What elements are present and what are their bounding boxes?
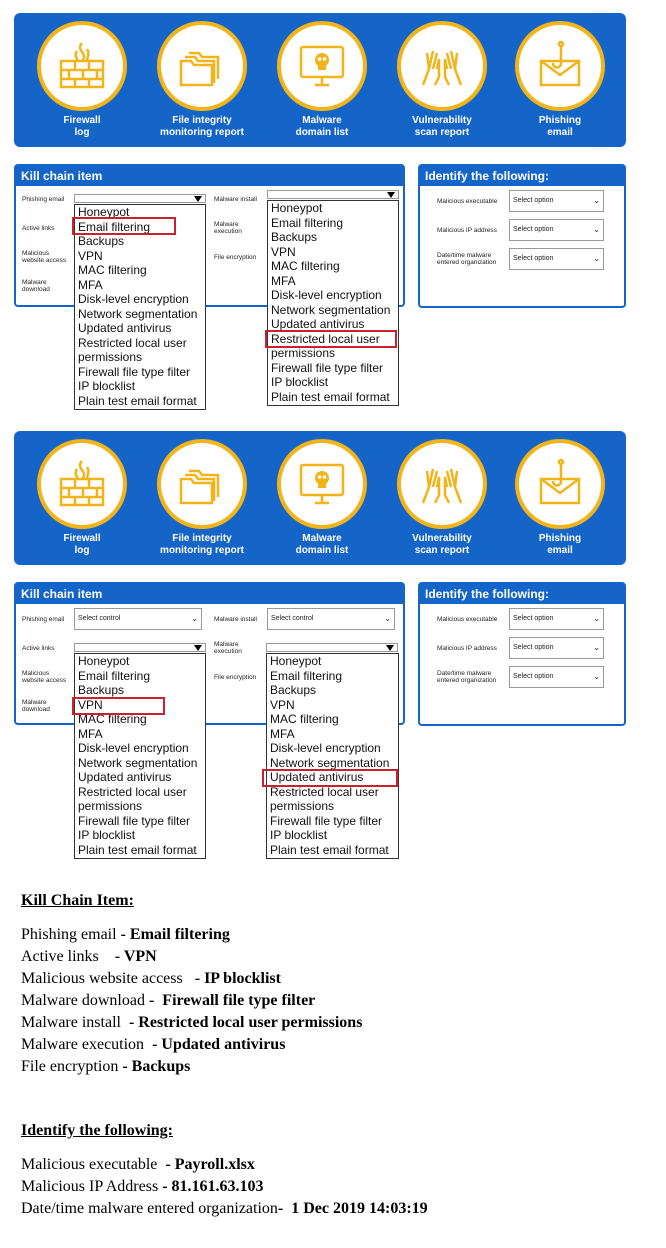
option[interactable]: MFA bbox=[78, 726, 103, 741]
label-malware-execution: Malware execution bbox=[214, 641, 242, 655]
chevron-down-icon: ⌄ bbox=[384, 614, 391, 623]
chevron-down-icon: ⌄ bbox=[593, 225, 600, 234]
option[interactable]: Email filtering bbox=[78, 219, 151, 234]
date-time-select[interactable]: Select option ⌄ bbox=[509, 666, 604, 688]
tile-label: Phishing email bbox=[538, 115, 582, 138]
chevron-down-icon: ⌄ bbox=[593, 614, 600, 623]
skull-monitor-icon bbox=[295, 457, 349, 511]
option[interactable]: permissions bbox=[78, 799, 143, 813]
option[interactable]: Disk-level encryption bbox=[270, 741, 381, 755]
answer-line: File encryption - Backups bbox=[21, 1058, 191, 1075]
chevron-down-icon: ⌄ bbox=[593, 196, 600, 205]
label-active-links: Active links bbox=[22, 645, 55, 652]
option[interactable]: Backups bbox=[270, 683, 317, 697]
screenshot-1 bbox=[0, 0, 666, 420]
tile-label: Phishing email bbox=[538, 533, 582, 556]
option[interactable]: IP blocklist bbox=[78, 828, 136, 842]
phishing-email-select[interactable]: Select control ⌄ bbox=[74, 608, 202, 630]
date-time-select[interactable]: Select option ⌄ bbox=[509, 248, 604, 270]
tile-firewall-log[interactable] bbox=[34, 21, 130, 139]
answer-line: Active links - VPN bbox=[21, 948, 157, 965]
option[interactable]: MFA bbox=[270, 726, 295, 741]
tile-label: Malware domain list bbox=[295, 115, 349, 138]
label-malicious-ip: Malicious IP address bbox=[437, 227, 497, 234]
option[interactable]: Firewall file type filter bbox=[271, 360, 384, 375]
tile-firewall-log[interactable] bbox=[34, 439, 130, 557]
option[interactable]: IP blocklist bbox=[271, 375, 329, 389]
label-malware-download: Malware download bbox=[22, 699, 50, 713]
answer-line: Date/time malware entered organization- 1 Dec 2019 14:03:19 bbox=[21, 1200, 428, 1217]
option[interactable]: Honeypot bbox=[270, 654, 322, 668]
option[interactable]: Email filtering bbox=[78, 668, 151, 683]
answer-line: Malicious executable - Payroll.xlsx bbox=[21, 1156, 255, 1173]
tile-file-integrity[interactable] bbox=[154, 21, 250, 139]
dropdown-arrow-icon bbox=[386, 645, 394, 651]
option[interactable]: Restricted local user bbox=[271, 331, 380, 346]
malware-install-select[interactable] bbox=[267, 190, 399, 199]
tile-label: File integrity monitoring report bbox=[160, 533, 244, 556]
tile-malware-domain[interactable] bbox=[274, 439, 370, 557]
tile-file-integrity[interactable] bbox=[154, 439, 250, 557]
option[interactable]: MFA bbox=[271, 273, 296, 288]
option[interactable]: IP blocklist bbox=[78, 379, 136, 393]
option[interactable]: permissions bbox=[270, 799, 335, 813]
panel-title: Identify the following: bbox=[420, 166, 624, 186]
tile-malware-domain[interactable] bbox=[274, 21, 370, 139]
option[interactable]: MAC filtering bbox=[271, 259, 340, 273]
envelope-hook-icon bbox=[533, 457, 587, 511]
option[interactable]: MFA bbox=[78, 277, 103, 292]
option[interactable]: Updated antivirus bbox=[271, 317, 365, 331]
label-malicious-executable: Malicious executable bbox=[437, 198, 498, 205]
selected-option-highlight bbox=[265, 330, 397, 348]
option[interactable]: MAC filtering bbox=[78, 712, 147, 726]
selected-option-highlight bbox=[262, 769, 398, 787]
chevron-down-icon: ⌄ bbox=[593, 672, 600, 681]
tile-label: Malware domain list bbox=[295, 533, 349, 556]
tile-label: File integrity monitoring report bbox=[160, 115, 244, 138]
option[interactable]: MAC filtering bbox=[78, 263, 147, 277]
option[interactable]: Firewall file type filter bbox=[78, 813, 191, 828]
option[interactable]: Updated antivirus bbox=[78, 770, 172, 784]
malware-install-select[interactable]: Select control ⌄ bbox=[267, 608, 395, 630]
option[interactable]: Plain test email format bbox=[78, 842, 197, 857]
option[interactable]: Honeypot bbox=[78, 654, 130, 668]
option[interactable]: Network segmentation bbox=[78, 306, 198, 321]
label-file-encryption: File encryption bbox=[214, 254, 257, 261]
option[interactable]: Disk-level encryption bbox=[78, 292, 189, 306]
label-phishing-email: Phishing email bbox=[22, 616, 65, 623]
option[interactable]: Honeypot bbox=[271, 201, 323, 215]
label-malicious-ip: Malicious IP address bbox=[437, 645, 497, 652]
identify-heading: Identify the following: bbox=[21, 1122, 173, 1139]
answer-line: Phishing email - Email filtering bbox=[21, 926, 230, 943]
tile-label: Vulnerability scan report bbox=[412, 115, 472, 138]
label-malware-install: Malware install bbox=[214, 196, 257, 203]
option[interactable]: Honeypot bbox=[78, 205, 130, 219]
answer-line: Malware install - Restricted local user permissions bbox=[21, 1014, 363, 1031]
answer-text bbox=[21, 890, 641, 1220]
option[interactable]: Firewall file type filter bbox=[78, 364, 191, 379]
option[interactable]: Disk-level encryption bbox=[78, 741, 189, 755]
label-malicious-website: Malicious website access bbox=[22, 250, 67, 264]
tile-phishing-email[interactable] bbox=[512, 21, 608, 139]
answer-line: Malicious IP Address - 81.161.63.103 bbox=[21, 1178, 264, 1195]
option[interactable]: MAC filtering bbox=[270, 712, 339, 726]
option[interactable]: Backups bbox=[271, 230, 318, 244]
option[interactable]: Network segmentation bbox=[270, 755, 390, 770]
dropdown-arrow-icon bbox=[194, 196, 202, 202]
label-date-time: Date/time malware entered organization bbox=[437, 252, 497, 266]
option[interactable]: Restricted local user bbox=[270, 784, 379, 799]
option[interactable]: VPN bbox=[78, 697, 103, 712]
hands-icon bbox=[415, 39, 469, 93]
firewall-icon bbox=[55, 39, 109, 93]
option[interactable]: Email filtering bbox=[271, 215, 344, 230]
option[interactable]: VPN bbox=[270, 697, 295, 712]
panel-title: Kill chain item bbox=[16, 166, 403, 186]
malware-execution-select[interactable] bbox=[266, 643, 398, 652]
selected-option-highlight bbox=[72, 217, 176, 235]
malicious-executable-select[interactable]: Select option ⌄ bbox=[509, 608, 604, 630]
tile-label: Vulnerability scan report bbox=[412, 533, 472, 556]
option[interactable]: Disk-level encryption bbox=[271, 288, 382, 302]
option[interactable]: VPN bbox=[78, 248, 103, 263]
chevron-down-icon: ⌄ bbox=[191, 614, 198, 623]
option[interactable]: permissions bbox=[78, 350, 143, 364]
envelope-hook-icon bbox=[533, 39, 587, 93]
malicious-ip-select[interactable]: Select option ⌄ bbox=[509, 219, 604, 241]
panel-title: Kill chain item bbox=[16, 584, 403, 604]
malware-install-dropdown[interactable] bbox=[267, 200, 399, 406]
label-malware-execution: Malware execution bbox=[214, 221, 242, 235]
option[interactable]: Backups bbox=[78, 234, 125, 248]
chevron-down-icon: ⌄ bbox=[593, 254, 600, 263]
label-active-links: Active links bbox=[22, 225, 55, 232]
evidence-bar bbox=[14, 431, 626, 565]
tile-label: Firewall log bbox=[63, 533, 101, 556]
option[interactable]: VPN bbox=[271, 244, 296, 259]
active-links-dropdown[interactable] bbox=[74, 653, 206, 859]
option[interactable]: Plain test email format bbox=[270, 842, 389, 857]
label-phishing-email: Phishing email bbox=[22, 196, 65, 203]
answer-line: Malicious website access - IP blocklist bbox=[21, 970, 281, 987]
label-malicious-executable: Malicious executable bbox=[437, 616, 498, 623]
option[interactable]: Plain test email format bbox=[271, 389, 390, 404]
option[interactable]: Updated antivirus bbox=[270, 770, 364, 784]
hands-icon bbox=[415, 457, 469, 511]
option[interactable]: IP blocklist bbox=[270, 828, 328, 842]
label-malware-download: Malware download bbox=[22, 279, 50, 293]
kill-chain-heading: Kill Chain Item: bbox=[21, 892, 134, 909]
skull-monitor-icon bbox=[295, 39, 349, 93]
tile-vulnerability-scan[interactable] bbox=[394, 21, 490, 139]
option[interactable]: Backups bbox=[78, 683, 125, 697]
label-malware-install: Malware install bbox=[214, 616, 257, 623]
label-file-encryption: File encryption bbox=[214, 674, 257, 681]
option[interactable]: permissions bbox=[271, 346, 336, 360]
label-malicious-website: Malicious website access bbox=[22, 670, 67, 684]
panel-title: Identify the following: bbox=[420, 584, 624, 604]
option[interactable]: Network segmentation bbox=[78, 755, 198, 770]
option[interactable]: Plain test email format bbox=[78, 393, 197, 408]
option[interactable]: Restricted local user bbox=[78, 335, 187, 350]
folders-icon bbox=[175, 457, 229, 511]
phishing-email-select[interactable] bbox=[74, 194, 206, 203]
tile-label: Firewall log bbox=[63, 115, 101, 138]
option[interactable]: Restricted local user bbox=[78, 784, 187, 799]
screenshot-2 bbox=[0, 418, 666, 868]
option[interactable]: Updated antivirus bbox=[78, 321, 172, 335]
active-links-select[interactable] bbox=[74, 643, 206, 652]
dropdown-arrow-icon bbox=[194, 645, 202, 651]
firewall-icon bbox=[55, 457, 109, 511]
folders-icon bbox=[175, 39, 229, 93]
option[interactable]: Network segmentation bbox=[271, 302, 391, 317]
answer-line: Malware download - Firewall file type filter bbox=[21, 992, 316, 1009]
option[interactable]: Email filtering bbox=[270, 668, 343, 683]
chevron-down-icon: ⌄ bbox=[593, 643, 600, 652]
evidence-bar bbox=[14, 13, 626, 147]
selected-option-highlight bbox=[72, 697, 165, 715]
tile-vulnerability-scan[interactable] bbox=[394, 439, 490, 557]
malicious-executable-select[interactable]: Select option ⌄ bbox=[509, 190, 604, 212]
label-date-time: Date/time malware entered organization bbox=[437, 670, 497, 684]
malicious-ip-select[interactable]: Select option ⌄ bbox=[509, 637, 604, 659]
dropdown-arrow-icon bbox=[387, 192, 395, 198]
option[interactable]: Firewall file type filter bbox=[270, 813, 383, 828]
tile-phishing-email[interactable] bbox=[512, 439, 608, 557]
malware-execution-dropdown[interactable] bbox=[266, 653, 399, 859]
answer-line: Malware execution - Updated antivirus bbox=[21, 1036, 286, 1053]
